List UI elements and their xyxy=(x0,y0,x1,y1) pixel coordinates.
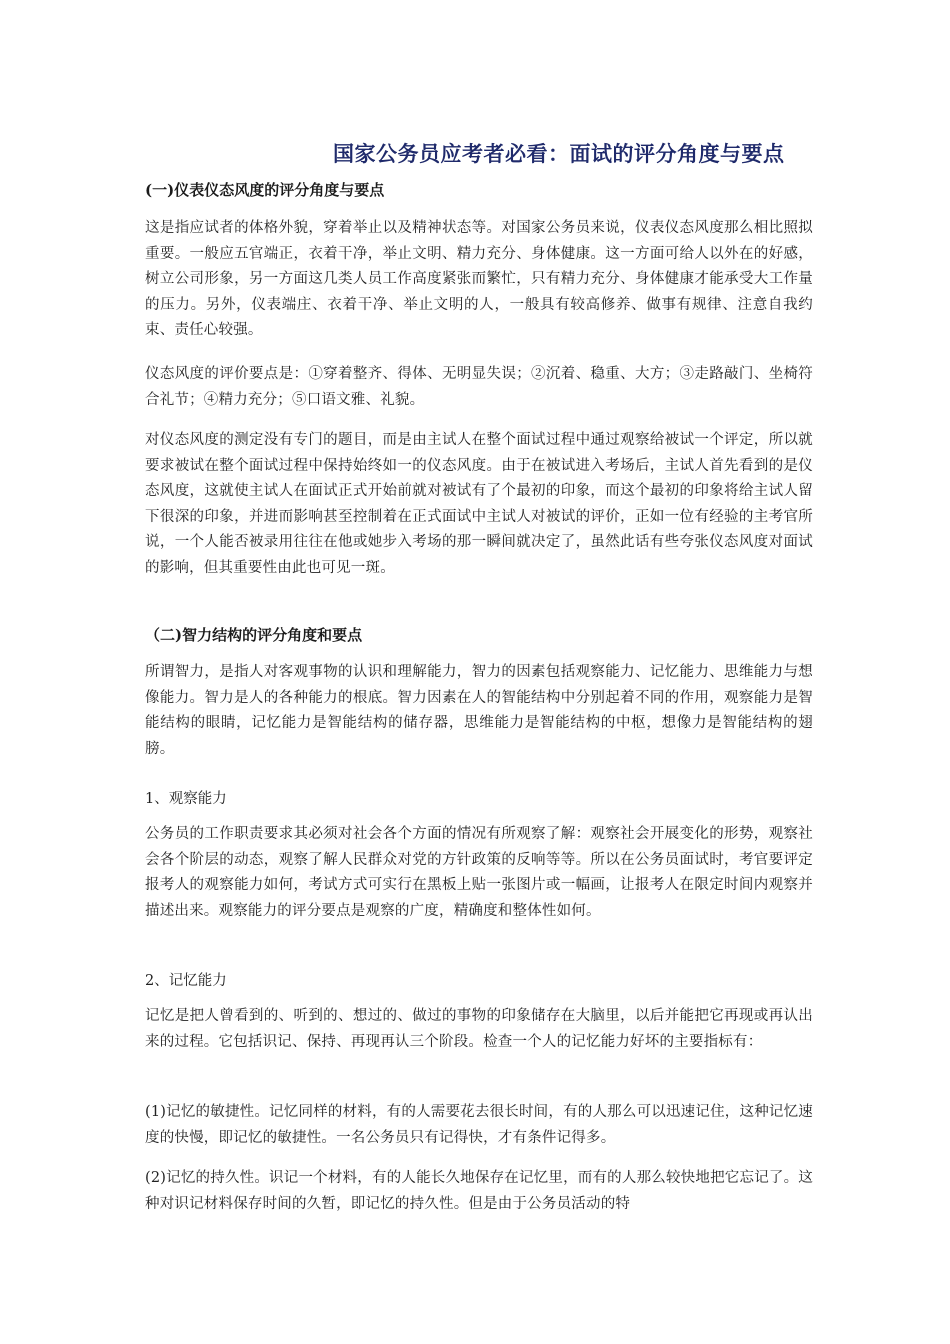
subheading-observation: 1、观察能力 xyxy=(145,791,227,807)
paragraph-memory: 记忆是把人曾看到的、听到的、想过的、做过的事物的印象储存在大脑里，以后并能把它再现或再认出来的过程。它包括识记、保持、再现再认三个阶段。检查一个人的记忆能力好坏的主要指标有： xyxy=(145,1008,813,1050)
page-title: 国家公务员应考者必看：面试的评分角度与要点 xyxy=(333,141,785,166)
paragraph-intelligence-intro: 所谓智力，是指人对客观事物的认识和理解能力，智力的因素包括观察能力、记忆能力、思维能力与想像能力。智力是人的各种能力的根底。智力因素在人的智能结构中分别起着不同的作用，观察能力是智能结构的眼睛，记忆能力是智能结构的储存器，思维能力是智能结构的中枢，想像力是智能结构的翅膀。 xyxy=(145,664,813,757)
section-heading-intelligence: （二)智力结构的评分角度和要点 xyxy=(145,626,363,644)
list-item-memory-persistence: (2)记忆的持久性。识记一个材料，有的人能长久地保存在记忆里，而有的人那么较快地把它忘记了。这种对识记材料保存时间的久暂，即记忆的持久性。但是由于公务员活动的特 xyxy=(145,1170,813,1212)
subheading-memory: 2、记忆能力 xyxy=(145,973,227,989)
list-item-memory-agility: (1)记忆的敏捷性。记忆同样的材料，有的人需要花去很长时间，有的人那么可以迅速记住，这种记忆速度的快慢，即记忆的敏捷性。一名公务员只有记得快，才有条件记得多。 xyxy=(145,1104,813,1146)
paragraph-observation: 公务员的工作职责要求其必须对社会各个方面的情况有所观察了解：观察社会开展变化的形势，观察社会各个阶层的动态，观察了解人民群众对党的方针政策的反响等等。所以在公务员面试时，考官要评定报考人的观察能力如何，考试方式可实行在黑板上贴一张图片或一幅画，让报考人在限定时间内观察并描述出来。观察能力的评分要点是观察的广度，精确度和整体性如何。 xyxy=(145,826,813,919)
section-heading-appearance: (一)仪表仪态风度的评分角度与要点 xyxy=(145,181,385,199)
paragraph-appearance-intro: 这是指应试者的体格外貌，穿着举止以及精神状态等。对国家公务员来说，仪表仪态风度那么相比照拟重要。一般应五官端正，衣着干净，举止文明、精力充分、身体健康。这一方面可给人以外在的好感，树立公司形象，另一方面这几类人员工作高度紧张而繁忙，只有精力充分、身体健康才能承受大工作量的压力。另外，仪表端庄、衣着干净、举止文明的人，一般具有较高修养、做事有规律、注意自我约束、责任心较强。 xyxy=(145,220,813,338)
paragraph-appearance-evaluation: 对仪态风度的测定没有专门的题目，而是由主试人在整个面试过程中通过观察给被试一个评定，所以就要求被试在整个面试过程中保持始终如一的仪态风度。由于在被试进入考场后，主试人首先看到的是仪态风度，这就使主试人在面试正式开始前就对被试有了个最初的印象，而这个最初的印象将给主试人留下很深的印象，并进而影响甚至控制着在正式面试中主试人对被试的评价，正如一位有经验的主考官所说，一个人能否被录用往往在他或她步入考场的那一瞬间就决定了，虽然此话有些夸张仪态风度对面试的影响，但其重要性由此也可见一斑。 xyxy=(145,432,813,576)
paragraph-appearance-criteria: 仪态风度的评价要点是：①穿着整齐、得体、无明显失误；②沉着、稳重、大方；③走路敲门、坐椅符合礼节；④精力充分；⑤口语文雅、礼貌。 xyxy=(145,366,813,408)
